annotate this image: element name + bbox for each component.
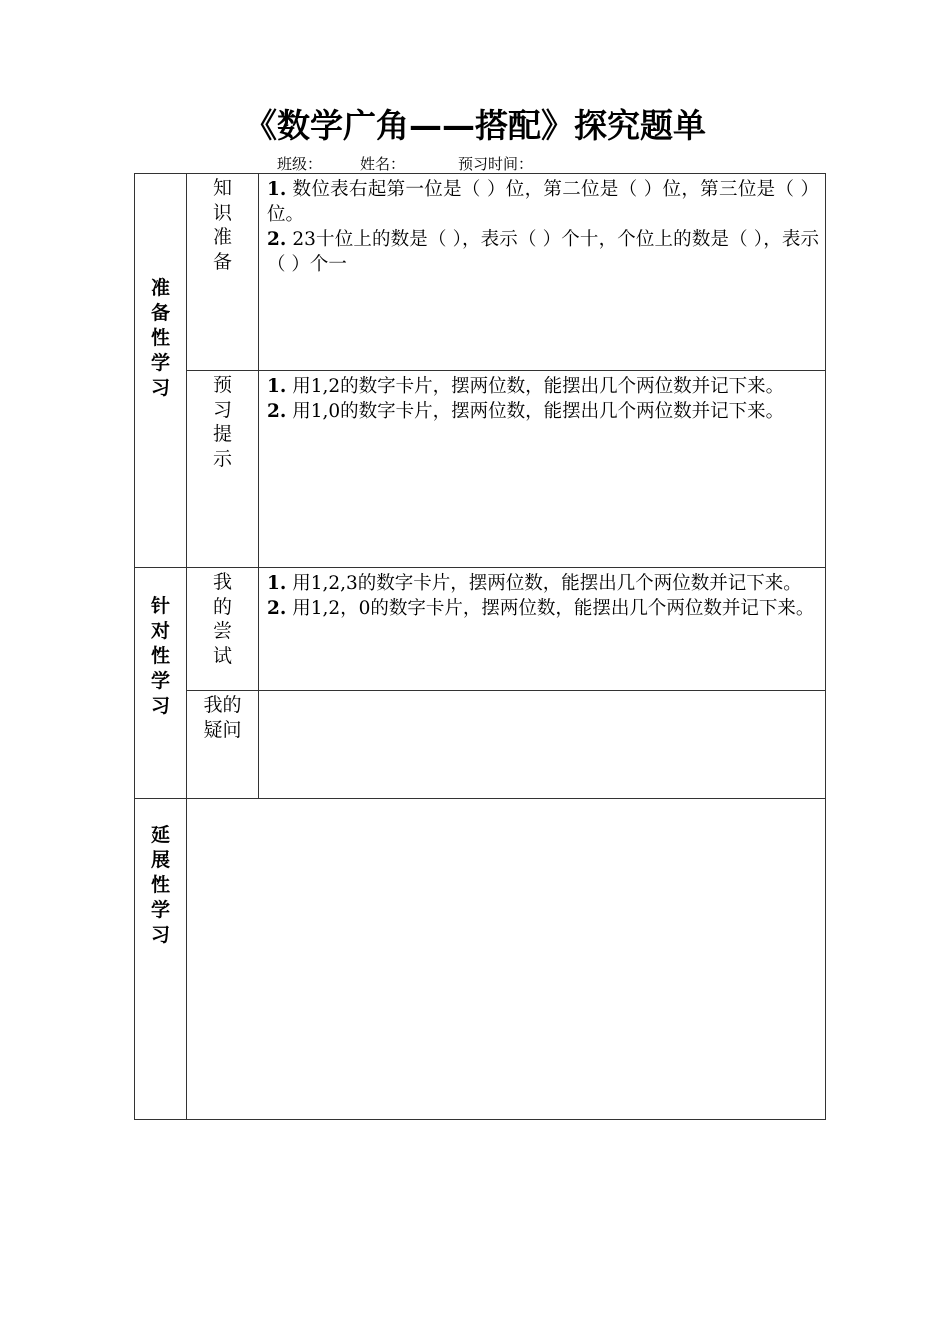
extension-content[interactable] [187, 799, 826, 1120]
worksheet-table [134, 173, 826, 1120]
preview-hint-label: 预习提示 [213, 374, 233, 470]
section-prep [135, 174, 187, 568]
preview-hint-cell [187, 371, 259, 568]
name-label: 姓名： [360, 155, 406, 173]
attempt-item: 1. 用1,2,3的数字卡片，摆两位数，能摆出几个两位数并记下来。 [267, 573, 802, 594]
section-targeted-label: 针对性学习 [151, 595, 171, 717]
my-attempt-cell [187, 568, 259, 691]
knowledge-item: 1. 数位表右起第一位是（ ）位，第二位是（ ）位，第三位是（ ）位。 [267, 179, 819, 225]
my-question-content[interactable] [259, 691, 826, 799]
my-attempt-label: 我的尝试 [213, 571, 233, 667]
knowledge-item: 2. 23十位上的数是（ ），表示（ ）个十，个位上的数是（ ），表示（ ）个一 [267, 229, 819, 275]
my-attempt-content[interactable] [259, 568, 826, 691]
preview-item: 1. 用1,2的数字卡片，摆两位数，能摆出几个两位数并记下来。 [267, 376, 785, 397]
knowledge-prep-content[interactable] [259, 174, 826, 371]
knowledge-prep-label: 知识准备 [213, 177, 233, 273]
my-question-cell [187, 691, 259, 799]
preview-hint-content[interactable] [259, 371, 826, 568]
section-targeted [135, 568, 187, 799]
attempt-item: 2. 用1,2，0的数字卡片，摆两位数，能摆出几个两位数并记下来。 [267, 598, 815, 619]
page-title: 《数学广角——搭配》探究题单 [244, 106, 706, 145]
class-label: 班级： [277, 155, 323, 173]
section-prep-label: 准备性学习 [151, 277, 171, 399]
knowledge-prep-cell [187, 174, 259, 371]
student-info-line [277, 153, 533, 174]
section-extension [135, 799, 187, 1120]
section-extension-label: 延展性学习 [151, 824, 171, 946]
my-question-label: 我的疑问 [203, 694, 242, 741]
preview-item: 2. 用1,0的数字卡片，摆两位数，能摆出几个两位数并记下来。 [267, 401, 785, 422]
preview-time-label: 预习时间： [458, 155, 534, 173]
